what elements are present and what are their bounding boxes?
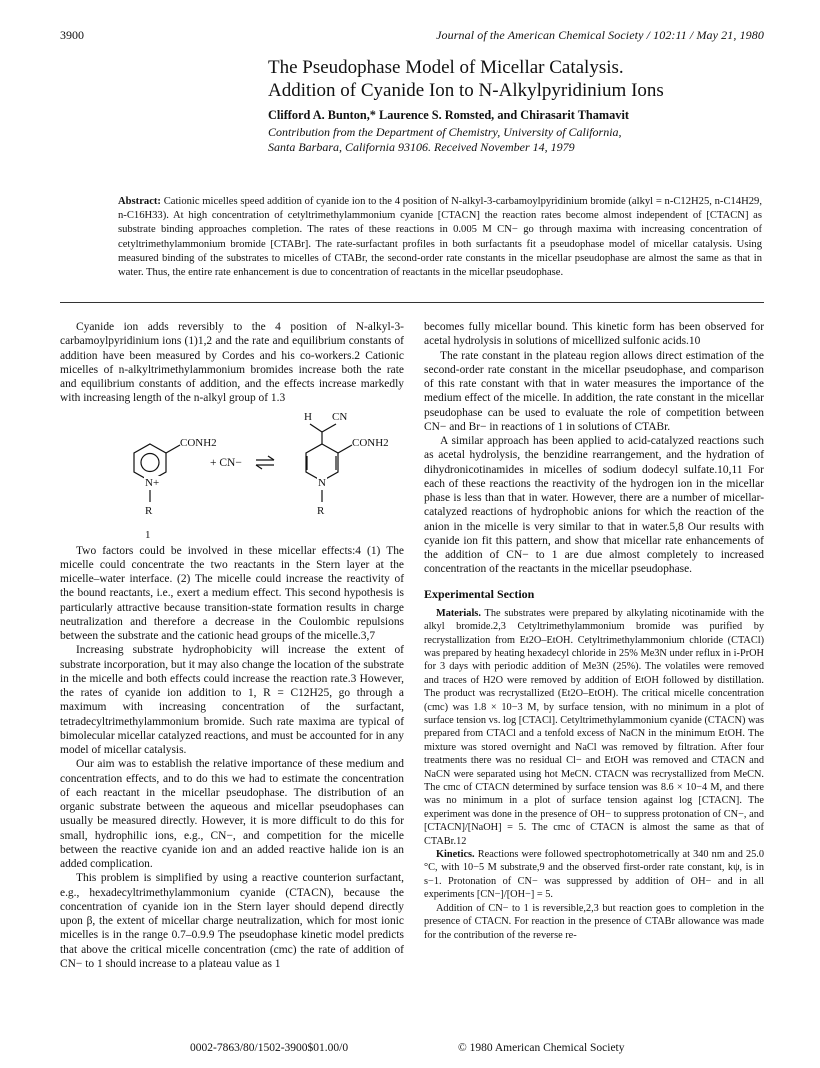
scheme-label-r-right: R <box>317 504 325 517</box>
scheme-label-cn: CN <box>332 410 348 423</box>
footer-code: 0002-7863/80/1502-3900$01.00/0 <box>190 1042 349 1054</box>
scheme-label-n-left: N+ <box>145 476 160 489</box>
scheme-compound-number: 1 <box>145 528 151 541</box>
abstract <box>118 195 762 280</box>
intro-paragraph-4: Our aim was to establish the relative importance of these medium and concentration effects, and to do this we had to estimate the concentration of each reactant in the micellar pseudophase. The distribution of an organic substrate between the aqueous and micellar pseudophases can usually be measured directly. However, it is more difficult to do this for small, hydrophilic ions, e.g., CN−, and competition for the micelle between the reactive cyanide ion and an added reactive halide ion is an added complication. <box>60 758 404 870</box>
article-title <box>268 56 788 102</box>
scheme-reagent: + CN− <box>210 456 242 469</box>
abstract-label: Abstract: <box>118 196 161 207</box>
kinetics-text: Reactions were followed spectrophotometrically at 340 nm and 25.0 °C, with 10−5 M substrate,9 and the observed first-order rate constant, kψ, is in s−1. Protonation of CN− was suppressed by addition of OH− and in all experiments [CN−]/[OH−] = 5. <box>424 849 765 901</box>
intro-paragraph-3: Increasing substrate hydrophobicity will increase the extent of substrate incorporation, but it may also change the location of the substrate in the micelle and both effects could increase the reaction rate.3 However, the rates of cyanide ion addition to 1, R = C12H25, go through a maximum with increasing concentration of the surfactant, tetradecyltrimethylammonium bromide. Such rate maxima are typical of bimolecular micellar catalyzed reactions, and must be accounted for in any model of micellar catalysis. <box>60 644 404 756</box>
title-line-2: Addition of Cyanide Ion to N-Alkylpyridinium Ions <box>268 80 664 101</box>
left-column <box>60 320 404 971</box>
intro-paragraph-6: becomes fully micellar bound. This kinetic form has been observed for acetal hydrolysis in solutions of micellized sulfonic acids.10 <box>424 321 764 348</box>
kinetics-label: Kinetics. <box>436 849 475 861</box>
scheme-label-conh2-right: CONH2 <box>352 436 389 449</box>
materials-label: Materials. <box>436 607 481 619</box>
scheme-label-n-right: N <box>318 476 326 489</box>
intro-paragraph-8: A similar approach has been applied to acid-catalyzed reactions such as acetal hydrolysis, the benzidine rearrangement, and the hydration of dihydronicotinamides in micelles of sodium dodecyl sulfate.10,11 For each of these reactions the reactivity of the hydrogen ion in the micellar phase is less than that in water. However, there are a number of micellar-catalyzed reactions of hydrophobic anions for which the reaction of the anion in the micelle is very similar to that in water.5,8 Our results with cyanide ion fit this pattern, and show that micellar rate enhancements of the addition of CN− to 1 are due almost completely to increased concentration of the reactants in the micellar pseudophase. <box>424 435 764 576</box>
intro-paragraph-1: Cyanide ion adds reversibly to the 4 position of N-alkyl-3-carbamoylpyridinium ions (1)1,2 and the rate and equilibrium constants of addition have been measured by Cordes and his co-workers.2 Cationic micelles of n-alkyltrimethylammonium bromides increase both the rate and equilibrium constants of addition, and the effects increase markedly with increasing length of the n-alkyl group of 1.3 <box>60 321 404 405</box>
scheme-label-h: H <box>304 410 312 423</box>
affiliation <box>268 125 788 155</box>
abstract-text: Cationic micelles speed addition of cyanide ion to the 4 position of N-alkyl-3-carbamoylpyridinium bromide (alkyl = n-C12H25, n-C14H29, n-C16H33). At high concentration of cetyltrimethylammonium cyanide [CTACN] the reaction rates become almost independent of [CTACN] as substrate binding approaches completion. The rates of these reactions in 0.005 M CN− go through maxima with increasing concentration of cetyltrimethylammonium bromide [CTABr]. The rate-surfactant profiles in both surfactants fit a pseudophase model of micellar catalysis. Using measured binding of the substrates to micelles of CTABr, the second-order rate constants in the micellar pseudophase are almost the same as that in water. Thus, the entire rate enhancement is due to concentration of reactants in the micellar pseudophase. <box>118 196 763 279</box>
scheme-label-r-left: R <box>145 504 153 517</box>
section-title-experimental: Experimental Section <box>424 586 535 601</box>
footer-copyright: © 1980 American Chemical Society <box>458 1042 625 1054</box>
reaction-scheme <box>60 406 404 544</box>
authors: Clifford A. Bunton,* Laurence S. Romsted, and Chirasarit Thamavit <box>268 108 629 122</box>
affiliation-line-2: Santa Barbara, California 93106. Received November 14, 1979 <box>268 140 575 154</box>
abstract-divider <box>60 302 764 303</box>
reaction-scheme-drawing <box>60 406 404 544</box>
title-line-1: The Pseudophase Model of Micellar Catalysis. <box>268 57 624 78</box>
kinetics-paragraph <box>424 848 764 902</box>
materials-text: The substrates were prepared by alkylating nicotinamide with the alkyl bromide.2,3 Cetyltrimethylammonium bromide was purified by recrystallization from Et2O–EtOH. Cetyltrimethylammonium chloride (CTACl) was prepared by heating hexadecyl chloride in 25% Me3N under reflux in i-PrOH for 3 days with periodic addition of Me3N (25%). The volatiles were removed and traces of H2O were removed by addition of EtOH followed by distillation. The product was recrystallized (Et2O–EtOH). The critical micelle concentration (cmc) was 1.8 × 10−3 M, by surface tension, with no minimum in a plot of surface tension vs. log [CTACl]. Cetyltrimethylammonium cyanide (CTACN) was prepared from CTACl and a tenfold excess of NaCN in the minimum EtOH. The mixture was stored overnight and NaCl was removed by filtration. After four treatments there was no residual Cl− and EtOH was removed and CTACN and NaCN were separated using hot MeCN. CTACN was recrystallized from MeCN. The cmc of CTACN determined by surface tension was 8.6 × 10−4 M, and there was no minimum in a plot of surface tension against log [CTACN]. The experiment was done in the presence of OH− to suppress protonation of CN−, and [CTACN]/[NaOH] = 5. The cmc of CTACN is almost the same as that of CTABr.12 <box>424 607 764 847</box>
journal-header: Journal of the American Chemical Society / 102:11 / May 21, 1980 <box>436 28 764 42</box>
materials-paragraph <box>424 607 764 848</box>
intro-paragraph-7: The rate constant in the plateau region allows direct estimation of the second-order rate constant in the micellar pseudophase, and comparison of this rate constant with that in water measures the importance of the medium effect of the micelle. In addition, the rate constant in the micellar pseudophase can be used to evaluate the role of competition between CN− and Br− in reactions of 1 in solutions of CTABr. <box>424 349 764 433</box>
intro-paragraph-2: Two factors could be involved in these micellar effects:4 (1) The micelle could concentrate the two reactants in the Stern layer at the micelle–water interface. (2) The micelle could increase the reactivity of the bound reactants, i.e., exert a medium effect. This second hypothesis is particularly attractive because transition-state formation results in charge neutralization and therefore a decrease in the Coulombic repulsions between the substrate and the cationic head groups of the micelle.3,7 <box>60 544 404 642</box>
experimental-text <box>424 607 764 942</box>
scheme-label-conh2-left: CONH2 <box>180 436 217 449</box>
right-column <box>424 320 764 942</box>
affiliation-line-1: Contribution from the Department of Chemistry, University of California, <box>268 125 622 139</box>
page-number: 3900 <box>60 28 84 42</box>
intro-paragraph-5: This problem is simplified by using a reactive counterion surfactant, e.g., hexadecyltrimethylammonium cyanide (CTACN), because the concentration of cyanide ion in the Stern layer should depend directly upon β, the extent of micellar charge neutralization, which for most ionic micelles is in the range 0.7–0.9.9 The pseudophase kinetic model predicts that above the critical micelle concentration (cmc) the rate of addition of CN− to 1 should increase to a plateau value as 1 <box>60 872 404 970</box>
reversibility-paragraph: Addition of CN− to 1 is reversible,2,3 but reaction goes to completion in the presence of CTACN. For reaction in the presence of CTABr allowance was made for the contribution of the reverse re- <box>424 902 764 941</box>
